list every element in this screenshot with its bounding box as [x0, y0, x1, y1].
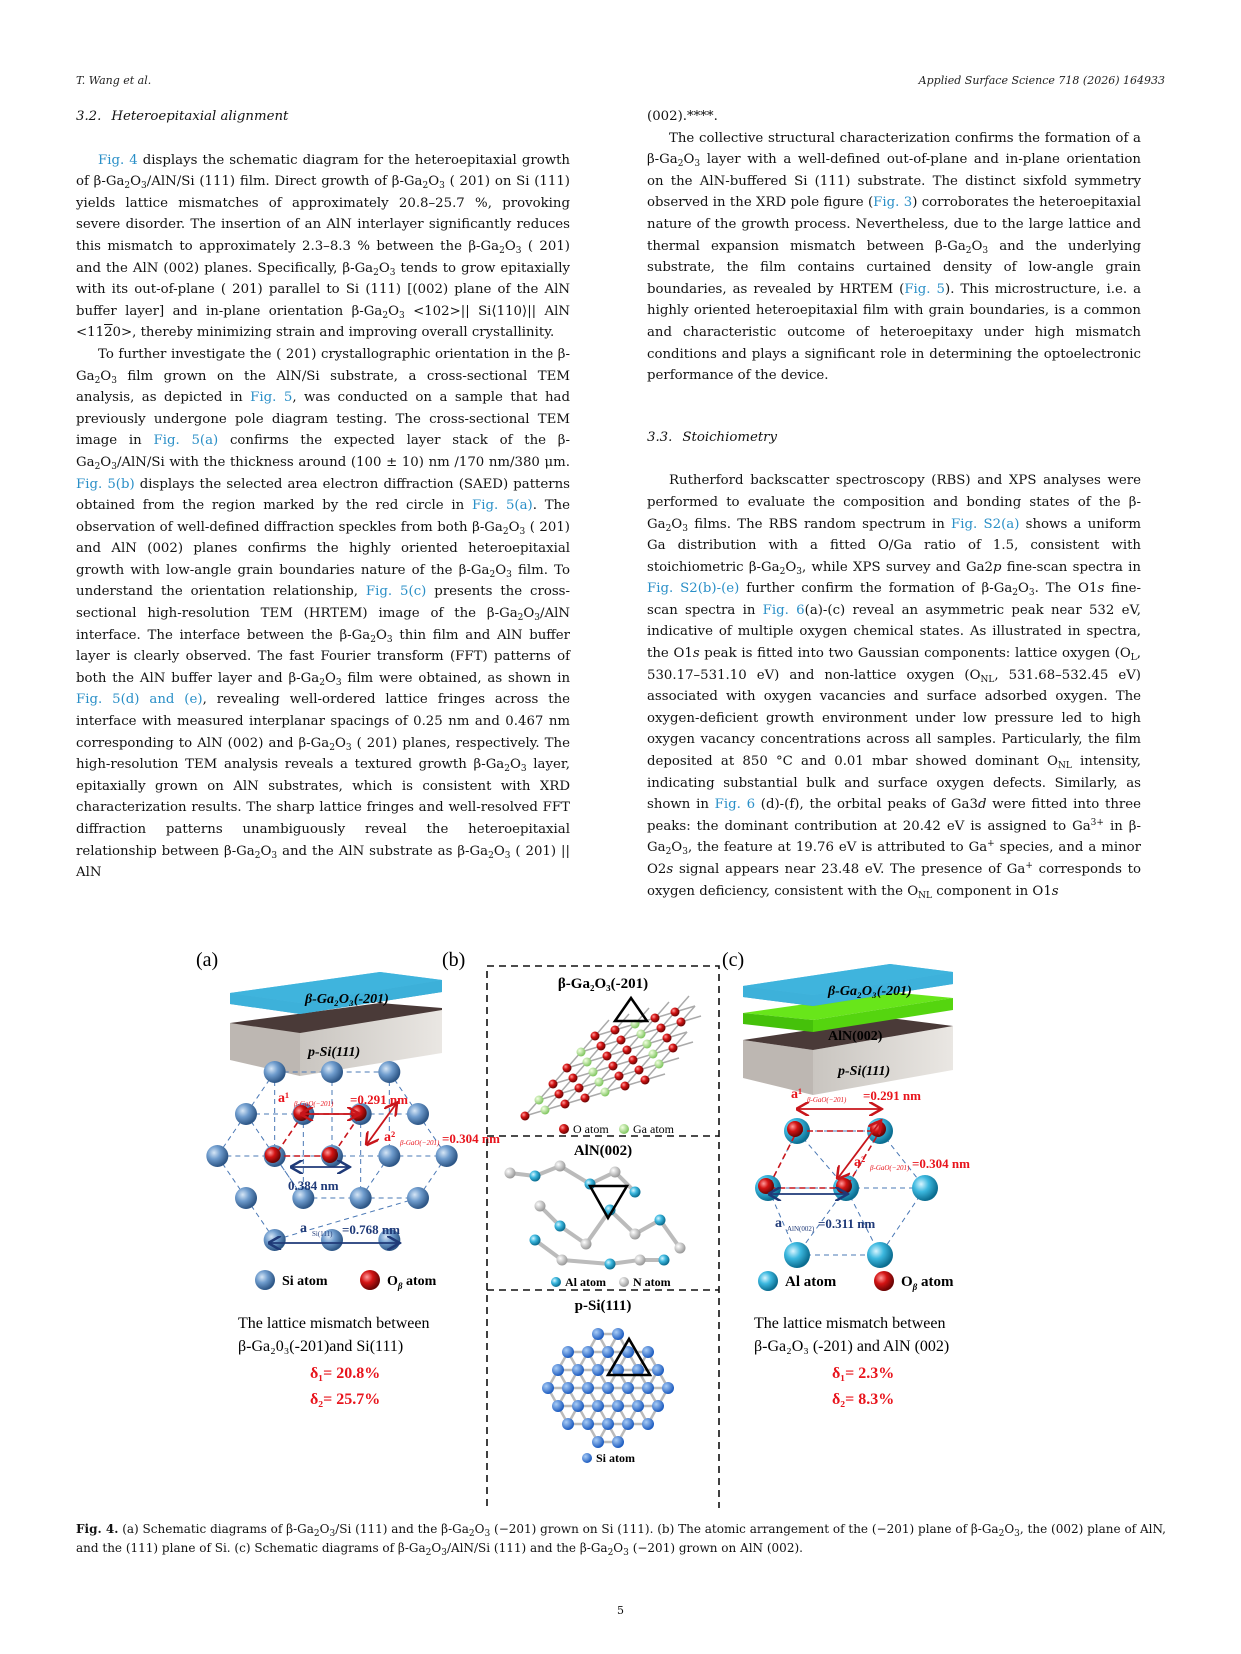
- al-atom-icon: [551, 1277, 561, 1287]
- n-atom: [610, 1167, 621, 1178]
- svg-text:a²: a²: [384, 1130, 396, 1145]
- paragraph-continuation: (002).****.: [647, 109, 718, 124]
- si-atom: [652, 1364, 664, 1376]
- paragraph: Rutherford backscatter spectroscopy (RBS) and XPS analyses were performed to evaluate the composition and bonding states of the $\beta-Ga_2O_3$ films. The RBS random spectrum in Fig. S2(a) shows a uniform Ga distribution with a fitted O/Ga ratio of 1.5, consistent with stoichiometric $\beta-Ga_2O_3$, while XPS survey and Ga2p fine-scan spectra in Fig. S2(b)-(e) further confirm the formation of $\beta-Ga_2O_3$. The O1s fine-scan spectra in Fig. 6(a)-(c) reveal an asymmetric peak near 532 eV, indicative of multiple oxygen chemical states. As illustrated in spectra, the O1s peak is fitted into two Gaussian components: lattice oxygen ($O_L$, 530.17–531.10 eV) and non-lattice oxygen ($O_{NL}$, 531.68–532.45 eV) associated with oxygen vacancies and surface adsorbed oxygen. The oxygen-deficient growth environment under low pressure led to high oxygen vacancy concentrations across all samples. Particularly, the film deposited at 850 °C and 0.01 mbar showed dominant $O_{NL}$ intensity, indicating substantial bulk and surface oxygen defects. Similarly, as shown in Fig. 6 (d)-(f), the orbital peaks of Ga3d were fitted into three peaks: the dominant contribution at 20.42 eV is assigned to $Ga^{3+}$ in $\beta-Ga_2O_3$, the feature at 19.76 eV is attributed to Ga+ species, and a minor O2s signal appears near 23.48 eV. The presence of Ga+ corresponds to oxygen deficiency, consistent with the $O_{NL}$ component in O1s: [647, 473, 1142, 901]
- svg-text:a: a: [300, 1221, 307, 1236]
- si-atom: [592, 1436, 604, 1448]
- al-atom: [655, 1215, 666, 1226]
- si-atom: [582, 1346, 594, 1358]
- si-atom: [602, 1418, 614, 1430]
- section-heading-3-3: [647, 427, 1141, 449]
- si-atom: [407, 1187, 429, 1209]
- si-atomic-model: [542, 1328, 674, 1448]
- link-fig-5[interactable]: Fig. 5: [904, 281, 945, 297]
- link-fig-5b[interactable]: Fig. 5(b): [76, 476, 135, 492]
- svg-text:β-GaO(−201): β-GaO(−201): [294, 1100, 334, 1108]
- si-atom: [592, 1400, 604, 1412]
- si-atom: [642, 1418, 654, 1430]
- lattice-annotations-a: [270, 1091, 500, 1243]
- legend-b-3: [582, 1451, 635, 1465]
- o-atom: [569, 1074, 578, 1083]
- triangle-marker: [615, 998, 647, 1021]
- si-atom: [622, 1382, 634, 1394]
- si-atom: [632, 1400, 644, 1412]
- al-atom: [530, 1171, 541, 1182]
- link-fig-4[interactable]: Fig. 4: [98, 152, 138, 168]
- si-atom: [264, 1061, 286, 1083]
- left-column: [76, 106, 570, 884]
- svg-text:=0.304 nm: =0.304 nm: [442, 1131, 500, 1146]
- legend-b-2: [551, 1275, 671, 1289]
- svg-text:=0.311 nm: =0.311 nm: [818, 1216, 876, 1231]
- o-atom: [351, 1105, 367, 1121]
- si-atom: [572, 1364, 584, 1376]
- o-atom: [611, 1026, 620, 1035]
- figure-4-graphic: [190, 948, 1090, 1508]
- ga-atom: [649, 1050, 658, 1059]
- delta1-a: δ₁= 20.8%: [310, 1365, 381, 1382]
- o-atom: [651, 1014, 660, 1023]
- si-atom: [235, 1103, 257, 1125]
- si-atom: [572, 1400, 584, 1412]
- figure-caption: Fig. 4. (a) Schematic diagrams of $\beta-Ga_2O_3/Si$ (111) and the $\beta-Ga_2O_3$ (−201) grown on Si (111). (b) The atomic arrangement of the (−201) plane of $\beta-Ga_2O_3$, the (002) plane of AlN, and the (111) plane of Si. (c) Schematic diagrams of $\beta-Ga_2O_3/AlN/Si$ (111) and the $\beta-Ga_2O_3$ (−201) grown on AlN (002).: [76, 1522, 1166, 1558]
- svg-text:Al atom: Al atom: [785, 1274, 837, 1290]
- layer-label-ga2o3: β-Ga₂O₃(-201): [305, 992, 389, 1007]
- ga-atom: [541, 1106, 550, 1115]
- layer-label-ga2o3: β-Ga₂O₃(-201): [828, 984, 912, 999]
- link-fig-s2b-e[interactable]: Fig. S2(b)-(e): [647, 581, 740, 597]
- si-atom: [602, 1382, 614, 1394]
- link-fig-5a[interactable]: Fig. 5(a): [471, 498, 533, 514]
- link-fig-6[interactable]: Fig. 6: [714, 797, 756, 813]
- layer-label-aln: AlN(002): [828, 1029, 883, 1044]
- section-heading-3-2: [76, 106, 570, 128]
- section-title: Heteroepitaxial alignment: [111, 109, 289, 124]
- running-header-journal: Applied Surface Science 718 (2026) 164933: [918, 74, 1165, 87]
- svg-text:=0.291 nm: =0.291 nm: [350, 1092, 408, 1107]
- link-fig-5[interactable]: Fig. 5: [250, 390, 293, 406]
- o-atom: [787, 1121, 803, 1137]
- link-fig-3[interactable]: Fig. 3: [873, 195, 913, 211]
- o-atom: [623, 1046, 632, 1055]
- si-atom-icon: [255, 1270, 275, 1290]
- si-atom: [562, 1418, 574, 1430]
- ga-atom: [595, 1078, 604, 1087]
- si-atom: [552, 1400, 564, 1412]
- ga-atom: [589, 1068, 598, 1077]
- panel-b-label: (b): [442, 949, 466, 971]
- mismatch-text-c-1: The lattice mismatch between: [754, 1315, 946, 1332]
- o-atom: [521, 1112, 530, 1121]
- o-atom: [615, 1072, 624, 1081]
- si-atom: [612, 1436, 624, 1448]
- n-atom: [505, 1168, 516, 1179]
- o-atom: [591, 1032, 600, 1041]
- link-fig-s2a[interactable]: Fig. S2(a): [951, 516, 1020, 532]
- si-atom-icon: [582, 1453, 592, 1463]
- ga2o3-atomic-model: [521, 996, 702, 1121]
- si-atom: [662, 1382, 674, 1394]
- lattice-annotations-c: [770, 1087, 970, 1233]
- layer-stack-a: [230, 972, 442, 1076]
- legend-c: [758, 1271, 954, 1292]
- al-atom: [784, 1242, 810, 1268]
- caption-label: Fig. 4.: [76, 1522, 119, 1536]
- o-atom: [758, 1178, 774, 1194]
- svg-text:a²: a²: [854, 1155, 866, 1170]
- mismatch-text-a-1: The lattice mismatch between: [238, 1315, 430, 1332]
- b-title-si: p-Si(111): [574, 1298, 632, 1314]
- o-atom-icon: [360, 1270, 380, 1290]
- si-atom: [642, 1346, 654, 1358]
- section-number: 3.2.: [76, 109, 102, 124]
- svg-text:a¹: a¹: [791, 1087, 803, 1102]
- si-atom: [378, 1061, 400, 1083]
- ga-atom: [577, 1048, 586, 1057]
- o-atom: [663, 1034, 672, 1043]
- si-atom: [562, 1346, 574, 1358]
- o-atom: [621, 1082, 630, 1091]
- b-title-ga2o3: β-Ga₂O₃(-201): [557, 976, 649, 992]
- n-atom-icon: [619, 1277, 629, 1287]
- si-atom: [562, 1382, 574, 1394]
- o-atom: [597, 1042, 606, 1051]
- n-atom: [630, 1229, 641, 1240]
- o-atom: [581, 1094, 590, 1103]
- al-atom: [867, 1242, 893, 1268]
- o-atom: [836, 1178, 852, 1194]
- si-atom: [582, 1382, 594, 1394]
- o-atom: [555, 1090, 564, 1099]
- section-number: 3.3.: [647, 429, 673, 445]
- svg-text:a¹: a¹: [278, 1091, 290, 1106]
- lattice-si-111: [206, 1061, 457, 1251]
- legend-b-1: [559, 1122, 675, 1136]
- si-atom: [321, 1061, 343, 1083]
- o-atom: [641, 1076, 650, 1085]
- lattice-aln-002: [755, 1118, 938, 1268]
- o-atom: [322, 1147, 338, 1163]
- svg-text:Ga atom: Ga atom: [633, 1122, 674, 1136]
- o-atom-icon: [874, 1271, 894, 1291]
- si-atom: [206, 1145, 228, 1167]
- panel-c-label: (c): [722, 949, 745, 971]
- mismatch-text-c-2: β-Ga₂O₃ (-201) and AlN (002): [754, 1338, 950, 1355]
- si-atom: [436, 1145, 458, 1167]
- mismatch-text-a-2: β-Ga₂0₃(-201)and Si(111): [238, 1338, 404, 1355]
- al-atom-icon: [758, 1271, 778, 1291]
- o-atom-icon: [559, 1124, 569, 1134]
- svg-text:a: a: [775, 1216, 782, 1231]
- svg-text:0.384 nm: 0.384 nm: [288, 1178, 339, 1193]
- b-title-aln: AlN(002): [573, 1143, 633, 1159]
- ga-atom: [601, 1088, 610, 1097]
- n-atom: [581, 1239, 592, 1250]
- si-atom: [235, 1187, 257, 1209]
- svg-text:Oβ atom: $O_\beta$ atom: [387, 1274, 437, 1291]
- layer-label-si: p-Si(111): [838, 1064, 891, 1079]
- al-atom: [555, 1221, 566, 1232]
- ga-atom: [637, 1030, 646, 1039]
- legend-a: [255, 1270, 437, 1291]
- si-atom: [602, 1346, 614, 1358]
- ga-atom: [535, 1096, 544, 1105]
- link-fig-5a[interactable]: Fig. 5(a): [153, 433, 219, 449]
- si-atom: [612, 1400, 624, 1412]
- n-atom: [555, 1161, 566, 1172]
- ga-atom-icon: [619, 1124, 629, 1134]
- si-atom: [592, 1328, 604, 1340]
- o-atom: [549, 1080, 558, 1089]
- svg-text:N atom: N atom: [633, 1275, 671, 1289]
- o-atom: [575, 1084, 584, 1093]
- paragraph: Fig. 4 displays the schematic diagram for the heteroepitaxial growth of $\beta-Ga_2O_3/AlN/Si$ (111) film. Direct growth of $\beta-Ga_2O_3$ ( 201) on Si (111) yields lattice mismatches of approximately 20.8–25.7 %, provoking severe disorder. The insertion of an AlN interlayer significantly reduces this mismatch to approximately 2.3–8.3 % between the $\beta-Ga_2O_3$ ( 201) and the AlN (002) planes. Specifically, $\beta-Ga_2O_3$ tends to grow epitaxially with its out-of-plane ( 201) parallel to Si (111) [(002) plane of the AlN buffer layer] and in-plane orientation $\beta-Ga_2O_3 <102>||$ Si⟨110⟩|| AlN <1120>, thereby minimizing strain and improving overall crystallinity.: [76, 152, 571, 341]
- o-atom: [669, 1044, 678, 1053]
- paragraph: To further investigate the ( 201) crystallographic orientation in the $\beta-Ga_2O_3$ film grown on the AlN/Si substrate, a cross-sectional TEM analysis, as depicted in Fig. 5, was conducted on a sample that had previously undergone pole diagram testing. The cross-sectional TEM image in Fig. 5(a) confirms the expected layer stack of the $\beta-Ga_2O_3/AlN/Si$ with the thickness around (100 ± 10) nm /170 nm/380 μm. Fig. 5(b) displays the selected area electron diffraction (SAED) patterns obtained from the region marked by the red circle in Fig. 5(a). The observation of well-defined diffraction speckles from both $\beta-Ga_2O_3$ ( 201) and AlN (002) planes confirms the highly oriented heteroepitaxial growth with low-angle grain boundaries nature of the $\beta-Ga_2O_3$ film. To understand the orientation relationship, Fig. 5(c) presents the cross-sectional high-resolution TEM (HRTEM) image of the $\beta-Ga_2O_3$/AlN interface. The interface between the $\beta-Ga_2O_3$ thin film and AlN buffer layer is clearly observed. The fast Fourier transform (FFT) patterns of both the AlN buffer layer and $\beta-Ga_2O_3$ film were obtained, as shown in Fig. 5(d) and (e), revealing well-ordered lattice fringes across the interface with measured interplanar spacings of 0.25 nm and 0.467 nm corresponding to AlN (002) and $\beta-Ga_2O_3$ ( 201) planes, respectively. The high-resolution TEM analysis reveals a textured growth $\beta-Ga_2O_3$ layer, epitaxially grown on AlN substrates, which is consistent with XRD characterization results. The sharp lattice fringes and well-resolved FFT diffraction patterns unambiguously reveal the heteroepitaxial relationship between $\beta-Ga_2O_3$ and the AlN substrate as $\beta-Ga_2O_3$ ( 201) || AlN: [76, 346, 571, 881]
- al-atom: [605, 1259, 616, 1270]
- section-title: Stoichiometry: [682, 429, 778, 445]
- n-atom: [675, 1243, 686, 1254]
- panel-a-label: (a): [196, 949, 219, 971]
- link-fig-5de[interactable]: Fig. 5(d) and (e): [76, 692, 203, 708]
- bond: [562, 1260, 610, 1264]
- paragraph: The collective structural characterization confirms the formation of a $\beta-Ga_2O_3$ layer with a well-defined out-of-plane and in-plane orientation on the AlN-buffered Si (111) substrate. The distinct sixfold symmetry observed in the XRD pole figure (Fig. 3) corroborates the heteroepitaxial nature of the growth process. Nevertheless, due to the large lattice and thermal expansion mismatch between $\beta-Ga_2O_3$ and the underlying substrate, the film contains curtained density of low-angle grain boundaries, as revealed by HRTEM (Fig. 5). This microstructure, i.e. a highly oriented heteroepitaxial film with grain boundaries, is a common and characteristic outcome of heteroepitaxy under high mismatch conditions and plays a significant role in determining the optoelectronic performance of the device.: [647, 130, 1141, 384]
- n-atom: [535, 1201, 546, 1212]
- si-atom: [264, 1229, 286, 1251]
- o-parallelogram: [275, 1114, 361, 1156]
- o-atom: [617, 1036, 626, 1045]
- si-atom: [552, 1364, 564, 1376]
- al-atom: [530, 1235, 541, 1246]
- link-fig-6[interactable]: Fig. 6: [762, 602, 805, 618]
- right-column: [647, 106, 1141, 902]
- o-atom: [603, 1052, 612, 1061]
- o-atom: [677, 1018, 686, 1027]
- si-atom: [542, 1382, 554, 1394]
- o-atom: [265, 1147, 281, 1163]
- aln-atomic-model: [505, 1161, 686, 1270]
- al-atom: [912, 1175, 938, 1201]
- si-atom: [622, 1418, 634, 1430]
- svg-text:β-GaO(−201): β-GaO(−201): [870, 1164, 910, 1172]
- svg-text:Al atom: Al atom: [565, 1275, 606, 1289]
- ga-atom: [643, 1040, 652, 1049]
- figure-4: [190, 948, 1090, 1508]
- o-atom: [563, 1064, 572, 1073]
- svg-text:=0.291 nm: =0.291 nm: [863, 1088, 921, 1103]
- si-atom: [350, 1187, 372, 1209]
- svg-text:O atom: O atom: [573, 1122, 609, 1136]
- delta2-c: δ₂= 8.3%: [832, 1391, 895, 1408]
- svg-text:β-GaO(−201): β-GaO(−201): [807, 1096, 847, 1104]
- o-atom: [671, 1008, 680, 1017]
- running-header-authors: T. Wang et al.: [76, 74, 152, 87]
- layer-stack-c: [743, 964, 953, 1095]
- n-atom: [557, 1255, 568, 1266]
- delta2-a: δ₂= 25.7%: [310, 1391, 381, 1408]
- si-atom: [582, 1418, 594, 1430]
- svg-text:Si atom: Si atom: [596, 1451, 635, 1465]
- si-atom: [378, 1145, 400, 1167]
- o-atom: [635, 1066, 644, 1075]
- page-number: 5: [617, 1604, 624, 1617]
- si-atom: [592, 1364, 604, 1376]
- svg-text:AlN(002): AlN(002): [787, 1225, 815, 1233]
- si-atom: [652, 1400, 664, 1412]
- svg-text:=0.768 nm: =0.768 nm: [342, 1222, 400, 1237]
- si-atom: [642, 1382, 654, 1394]
- ga-atom: [583, 1058, 592, 1067]
- svg-text:Oβ atom: $O_\beta$ atom: [901, 1274, 954, 1292]
- link-fig-5c[interactable]: Fig. 5(c): [365, 584, 427, 600]
- o-atom: [657, 1024, 666, 1033]
- si-atom: [612, 1328, 624, 1340]
- svg-text:β-GaO(−201): β-GaO(−201): [400, 1139, 440, 1147]
- n-atom: [635, 1255, 646, 1266]
- al-atom: [659, 1255, 670, 1266]
- o-atom: [561, 1100, 570, 1109]
- o-atom: [609, 1062, 618, 1071]
- al-atom: [630, 1187, 641, 1198]
- svg-text:Si atom: Si atom: [282, 1274, 328, 1289]
- ga-atom: [655, 1060, 664, 1069]
- svg-text:=0.304 nm: =0.304 nm: [912, 1156, 970, 1171]
- o-atom: [629, 1056, 638, 1065]
- delta1-c: δ₁= 2.3%: [832, 1365, 895, 1382]
- si-atom: [407, 1103, 429, 1125]
- svg-text:Si(111): Si(111): [312, 1230, 333, 1238]
- layer-label-si: p-Si(111): [308, 1045, 361, 1060]
